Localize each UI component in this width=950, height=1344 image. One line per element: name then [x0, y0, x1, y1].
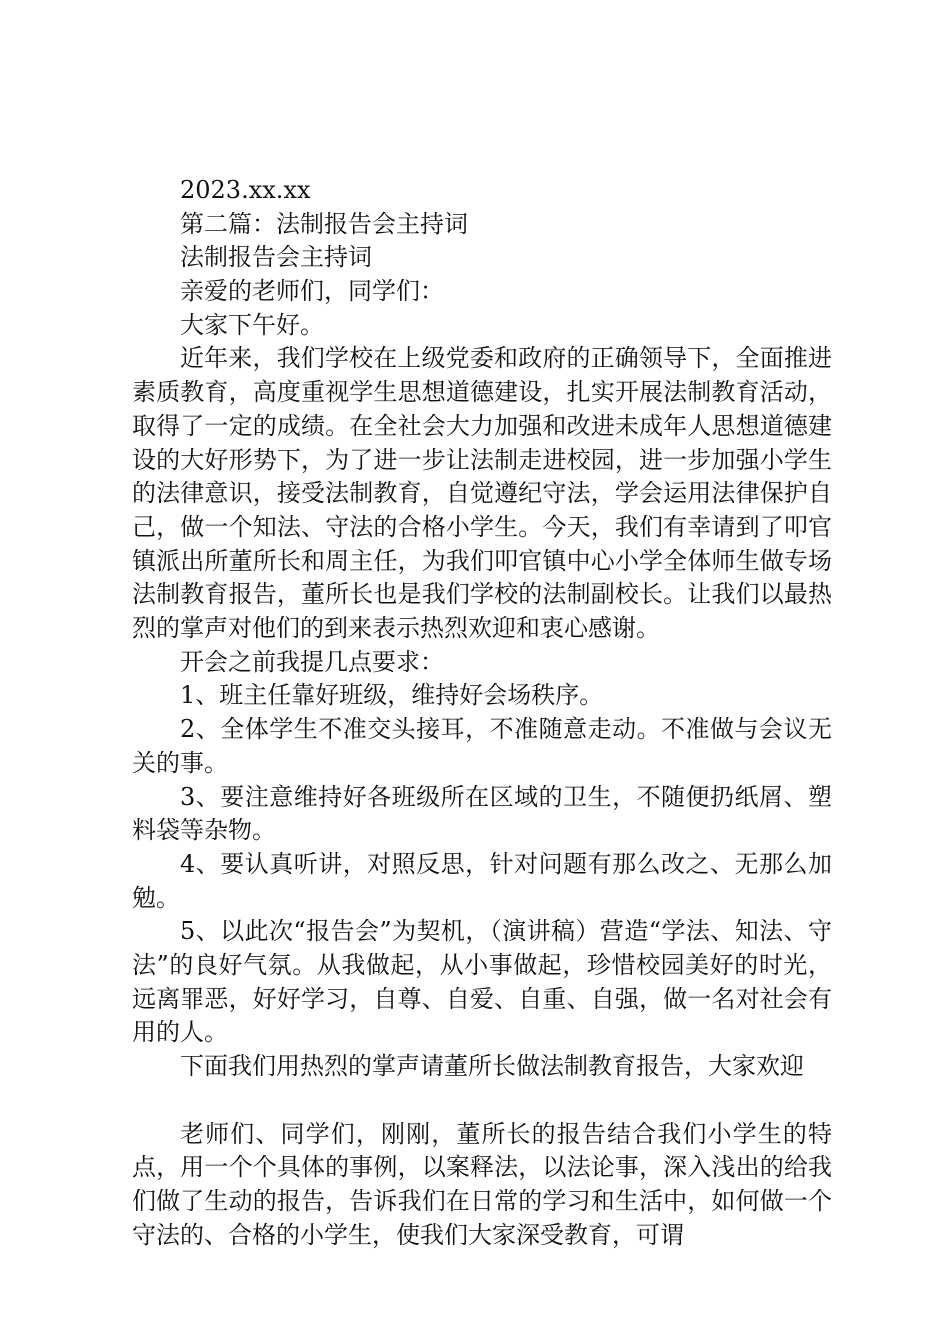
- document-title: 法制报告会主持词: [180, 243, 372, 272]
- salutation: 亲爱的老师们，同学们：: [180, 277, 444, 306]
- requirement-item: 4、要认真听讲，对照反思，针对问题有那么改之、无那么加勉。: [132, 849, 832, 912]
- intro-paragraph: 近年来，我们学校在上级党委和政府的正确领导下，全面推进素质教育，高度重视学生思想道德建设，扎实开展法制教育活动，取得了一定的成绩。在全社会大力加强和改进未成年人思想道德建设的大好形势下，为了进一步让法制走进校园，进一步加强小学生的法律意识，接受法制教育，自觉遵纪守法，学会运用法律保护自己，做一个知法、守法的合格小学生。今天，我们有幸请到了叩官镇派出所董所长和周主任，为我们叩官镇中心小学全体师生做专场法制教育报告，董所长也是我们学校的法制副校长。让我们以最热烈的掌声对他们的到来表示热烈欢迎和衷心感谢。: [132, 344, 832, 643]
- document-body: [132, 174, 832, 1252]
- invite-line: 下面我们用热烈的掌声请董所长做法制教育报告，大家欢迎: [180, 1052, 804, 1081]
- requirement-item: 2、全体学生不准交头接耳，不准随意走动。不准做与会议无关的事。: [132, 715, 832, 777]
- closing-paragraph: 老师们、同学们，刚刚，董所长的报告结合我们小学生的特点，用一个个具体的事例，以案释法，以法论事，深入浅出的给我们做了生动的报告，告诉我们在日常的学习和生活中，如何做一个守法的、合格的小学生，使我们大家深受教育，可谓: [132, 1119, 832, 1249]
- requirements-intro: 开会之前我提几点要求：: [180, 647, 444, 676]
- requirement-item: 1、班主任靠好班级，维持好会场秩序。: [180, 681, 604, 710]
- requirement-item: 3、要注意维持好各班级所在区域的卫生，不随便扔纸屑、塑料袋等杂物。: [132, 782, 832, 845]
- greeting: 大家下午好。: [180, 310, 324, 339]
- blank-line: [132, 1084, 832, 1118]
- requirement-item: 5、以此次“报告会”为契机，（演讲稿）营造“学法、知法、守法”的良好气氛。从我做起，从小事做起，珍惜校园美好的时光，远离罪恶，好好学习，自尊、自爱、自重、自强，做一名对社会有用的人。: [132, 917, 832, 1047]
- document-date: 2023.xx.xx: [180, 176, 311, 204]
- section-title: 第二篇：法制报告会主持词: [180, 209, 468, 238]
